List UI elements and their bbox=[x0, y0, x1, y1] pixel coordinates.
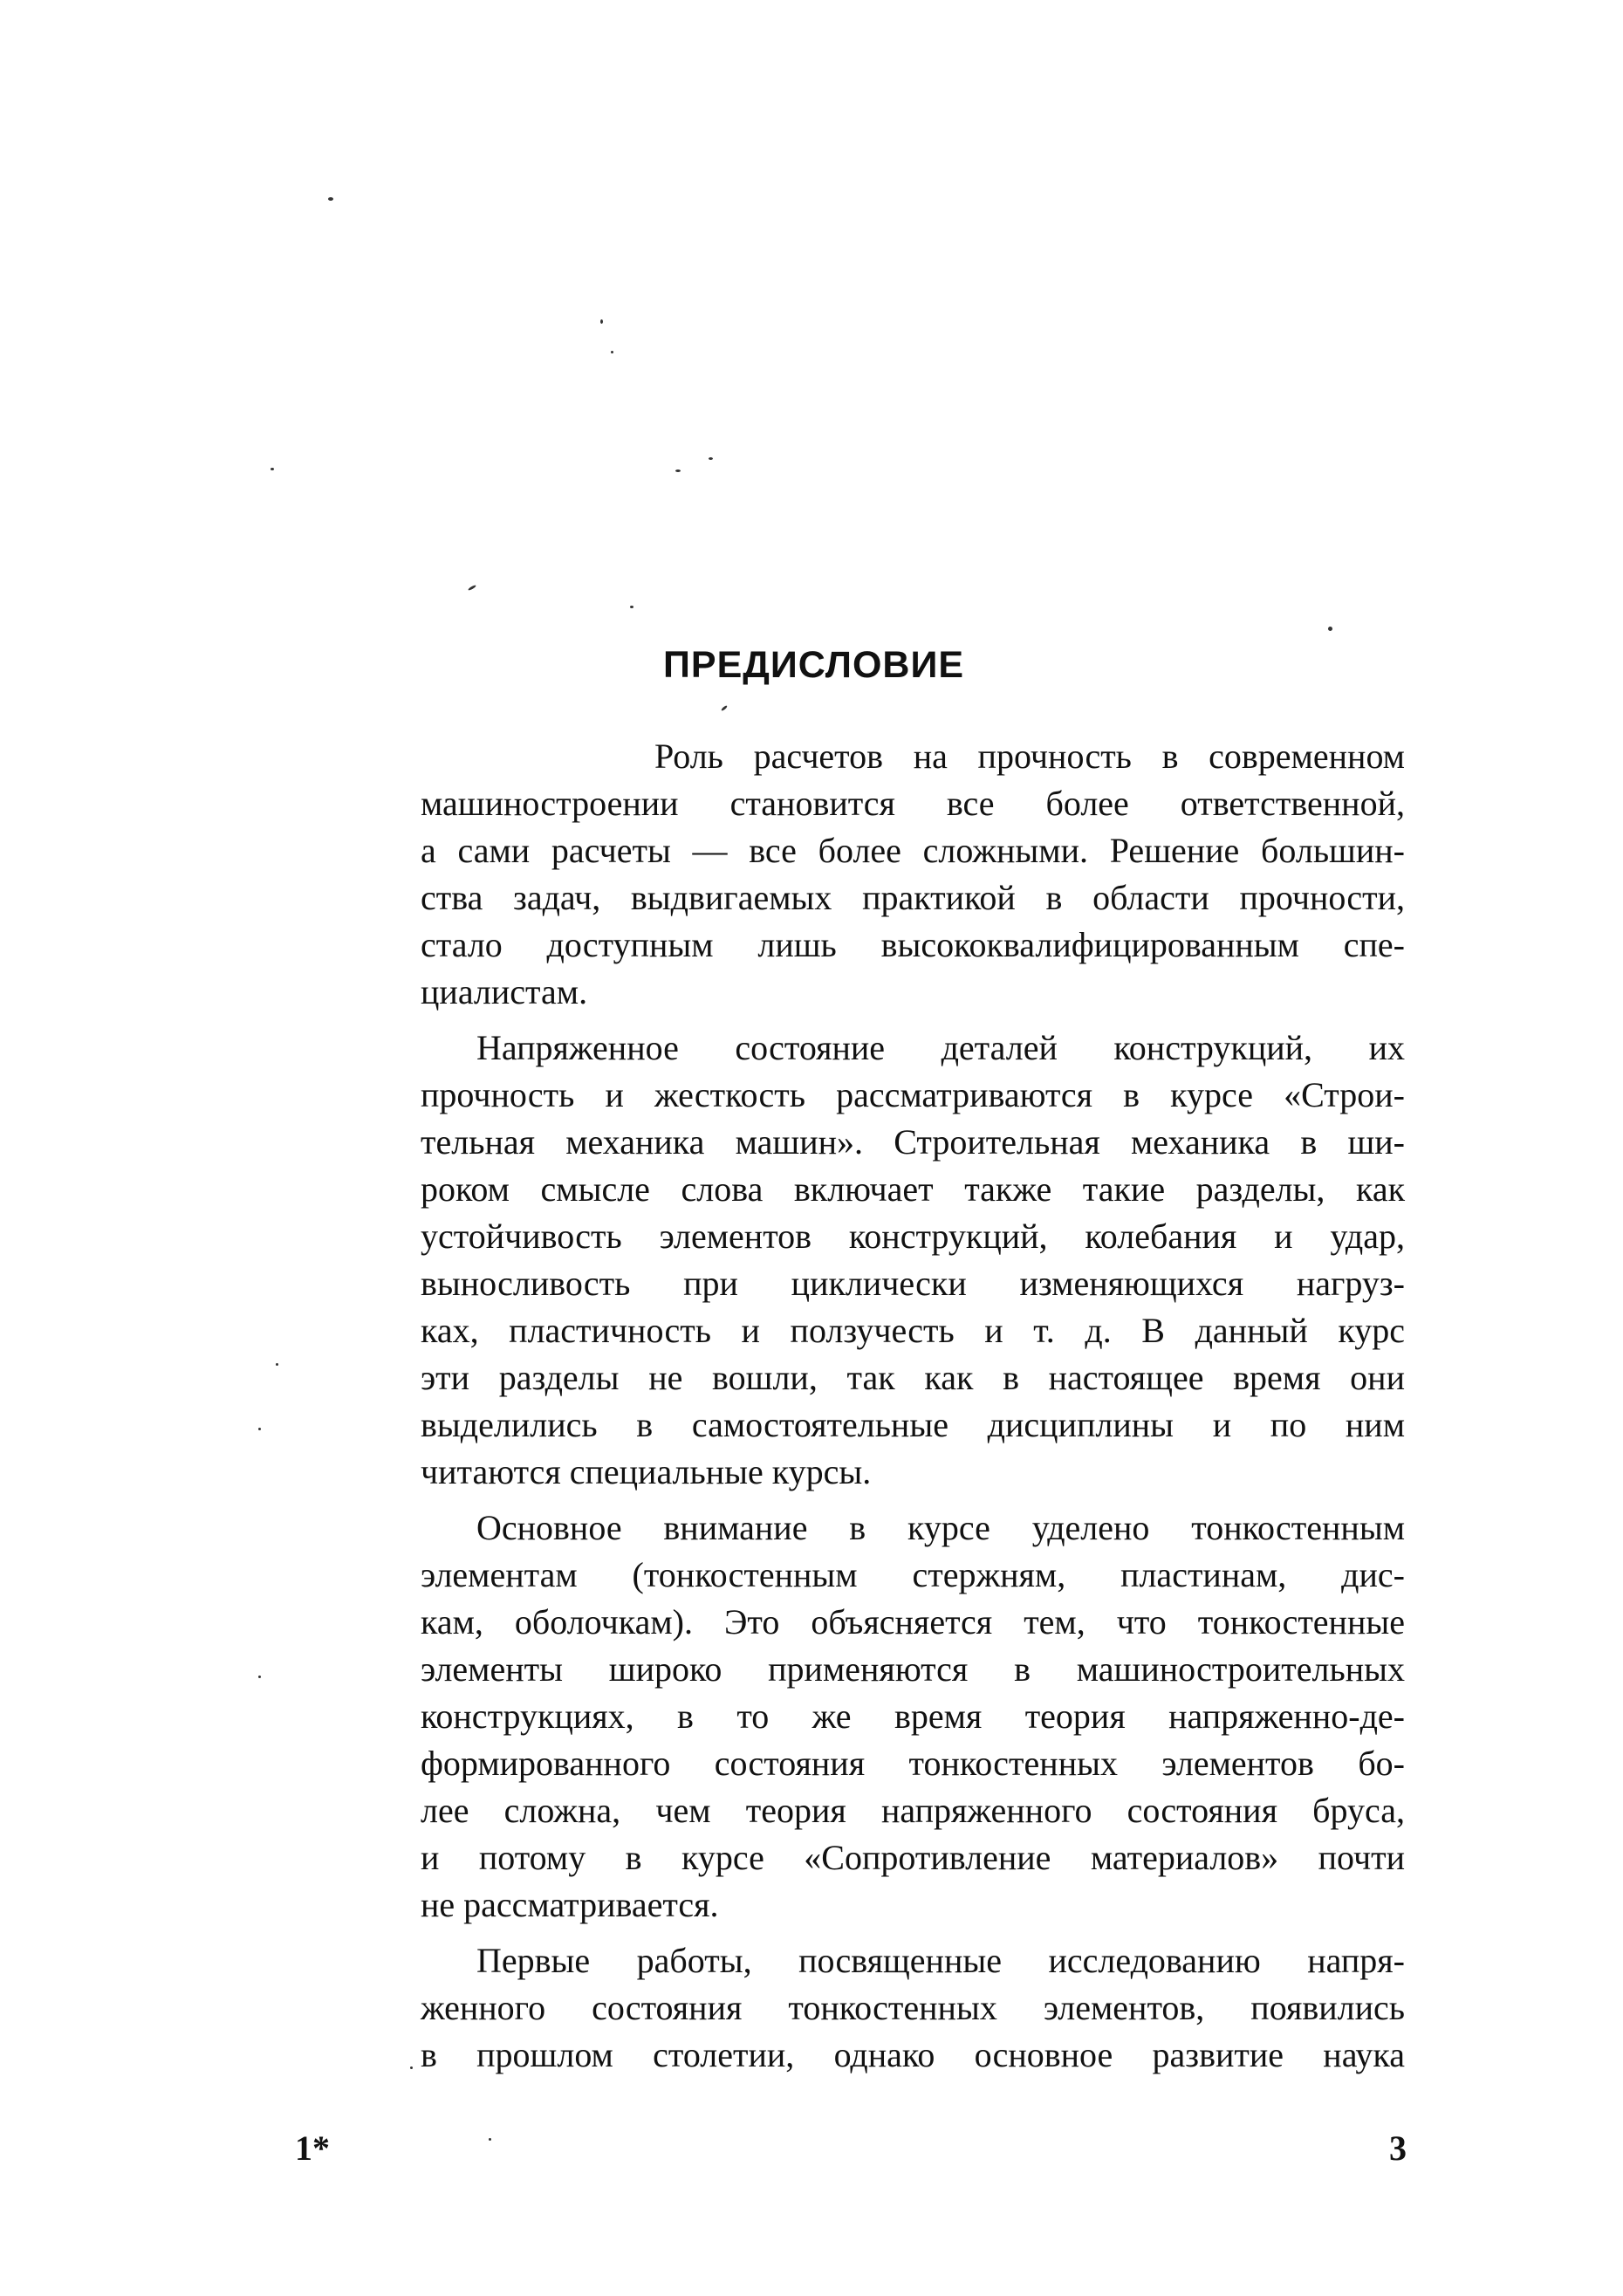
text-line: Первые работы, посвященные исследованию напря- bbox=[476, 1941, 1405, 1980]
text-line: элементы широко применяются в машиностроительных bbox=[421, 1649, 1405, 1689]
text-line: в прошлом столетии, однако основное развитие наука bbox=[421, 2035, 1405, 2074]
page-number: 3 bbox=[1389, 2128, 1407, 2168]
text-line: Основное внимание в курсе уделено тонкостенным bbox=[476, 1508, 1405, 1547]
text-line: эти разделы не вошли, так как в настоящее время они bbox=[421, 1358, 1405, 1397]
text-line: женного состояния тонкостенных элементов, появились bbox=[421, 1988, 1405, 2027]
text-line: циалистам. bbox=[421, 972, 588, 1011]
paragraph bbox=[421, 1937, 1405, 2079]
scan-speck bbox=[258, 1428, 261, 1430]
signature-mark: 1* bbox=[295, 2128, 330, 2168]
body-text bbox=[421, 733, 1405, 2079]
scan-speck bbox=[328, 197, 333, 201]
scan-speck bbox=[630, 606, 633, 608]
text-line: машиностроении становится все более ответственной, bbox=[421, 784, 1405, 823]
scan-speck bbox=[1328, 627, 1332, 631]
text-line: выносливость при циклически изменяющихся нагруз- bbox=[421, 1264, 1405, 1303]
scan-speck bbox=[276, 1363, 278, 1366]
text-line: читаются специальные курсы. bbox=[421, 1452, 872, 1491]
text-line: элементам (тонкостенным стержням, пластинам, дис- bbox=[421, 1555, 1405, 1594]
text-line: устойчивость элементов конструкций, колебания и удар, bbox=[421, 1217, 1405, 1256]
page-title: ПРЕДИСЛОВИЕ bbox=[663, 644, 965, 686]
text-line: выделились в самостоятельные дисциплины и по ним bbox=[421, 1405, 1405, 1444]
scan-speck bbox=[410, 2066, 413, 2069]
paragraph bbox=[421, 733, 1405, 1016]
text-line: ства задач, выдвигаемых практикой в области прочности, bbox=[421, 878, 1405, 917]
text-line: конструкциях, в то же время теория напряженно-де- bbox=[421, 1696, 1405, 1736]
text-line: Роль расчетов на прочность в современном bbox=[654, 737, 1405, 776]
scan-speck bbox=[489, 2138, 491, 2141]
text-line: прочность и жесткость рассматриваются в курсе «Строи- bbox=[421, 1075, 1405, 1114]
scan-speck bbox=[468, 585, 476, 592]
paragraph bbox=[421, 1025, 1405, 1496]
scan-speck bbox=[611, 351, 613, 353]
text-line: стало доступным лишь высококвалифицированным спе- bbox=[421, 925, 1405, 964]
text-line: лее сложна, чем теория напряженного состояния бруса, bbox=[421, 1791, 1405, 1830]
text-line: и потому в курсе «Сопротивление материалов» почти bbox=[421, 1838, 1405, 1877]
scan-speck bbox=[709, 457, 713, 460]
paragraph bbox=[421, 1504, 1405, 1929]
scan-speck bbox=[721, 705, 728, 711]
scan-speck bbox=[600, 319, 603, 324]
text-line: ках, пластичность и ползучесть и т. д. В данный курс bbox=[421, 1311, 1405, 1350]
scan-speck bbox=[258, 1676, 261, 1678]
scan-speck bbox=[270, 468, 274, 470]
text-line: роком смысле слова включает также такие разделы, как bbox=[421, 1169, 1405, 1209]
text-line: Напряженное состояние деталей конструкций, их bbox=[476, 1028, 1405, 1067]
scan-speck bbox=[675, 469, 681, 472]
text-line: а сами расчеты — все более сложными. Решение большин- bbox=[421, 831, 1405, 870]
text-line: тельная механика машин». Строительная механика в ши- bbox=[421, 1122, 1405, 1162]
text-line: кам, оболочкам). Это объясняется тем, что тонкостенные bbox=[421, 1602, 1405, 1641]
text-line: не рассматривается. bbox=[421, 1885, 719, 1924]
text-line: формированного состояния тонкостенных элементов бо- bbox=[421, 1744, 1405, 1783]
